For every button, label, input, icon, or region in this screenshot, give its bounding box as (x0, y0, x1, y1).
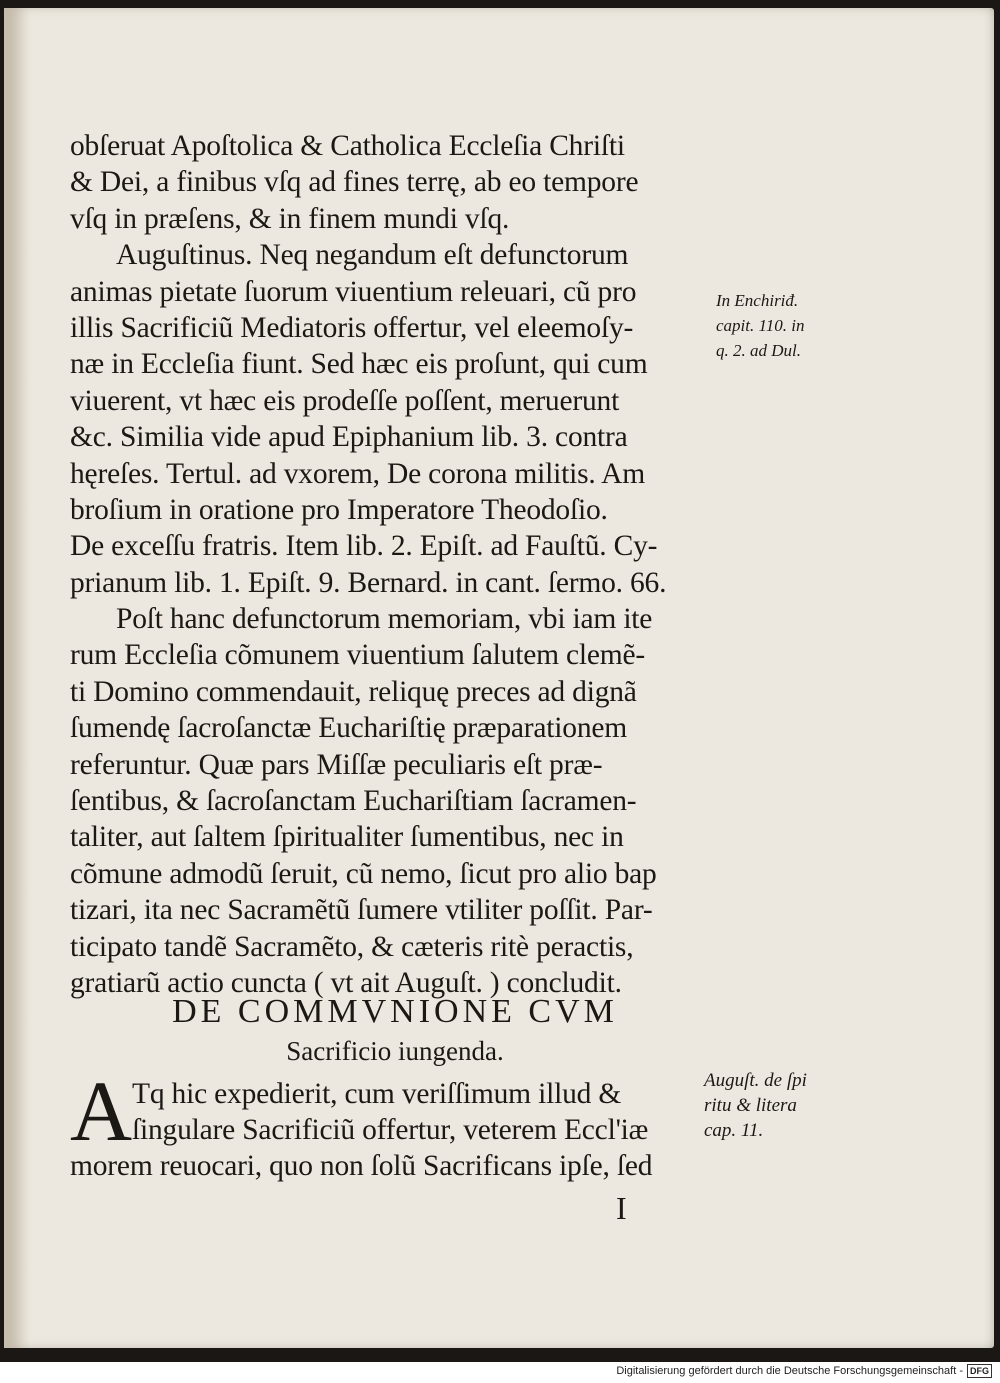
text-line: &c. Similia vide apud Epiphanium lib. 3. contra (70, 421, 628, 454)
text-line: ſumendę ſacroſanctæ Euchariſtię præparationem (70, 712, 628, 745)
text-line: næ in Eccleſia fiunt. Sed hæc eis proſunt, qui cum (70, 348, 648, 381)
main-text-block (70, 128, 720, 1001)
page-gutter-shadow (4, 8, 30, 1348)
margin-note-line: q. 2. ad Dul. (716, 341, 801, 360)
text-line: prianum lib. 1. Epiſt. 9. Bernard. in cant. ſermo. 66. (70, 566, 667, 599)
text-line: taliter, aut ſaltem ſpiritualiter ſumentibus, nec in (70, 821, 624, 854)
section-heading-title: DE COMMVNIONE CVM (172, 993, 618, 1030)
text-line: ſingulare Sacrificiũ offertur, veterem Eccl'iæ (132, 1114, 649, 1146)
section-heading-subtitle: Sacrificio iungenda. (286, 1036, 504, 1066)
text-line: obſeruat Apoſtolica & Catholica Eccleſia Chriſti (70, 130, 625, 162)
margin-note-line: ritu & litera (704, 1095, 797, 1116)
paragraph-with-drop-cap (70, 1063, 720, 1184)
text-line: morem reuocari, quo non ſolũ Sacrificans ipſe, ſed (70, 1150, 653, 1182)
margin-note-enchiridion (716, 288, 804, 363)
text-line: Poſt hanc defunctorum memoriam, vbi iam ite (116, 603, 653, 636)
text-line: viuerent, vt hæc eis prodeſſe poſſent, meruerunt (70, 384, 620, 417)
text-line: Tq hic expedierit, cum veriſſimum illud & (132, 1078, 622, 1110)
margin-note-line: capit. 110. in (716, 316, 805, 335)
section-heading (70, 990, 720, 1068)
margin-note-augustine (704, 1068, 807, 1143)
text-line: ſentibus, & ſacroſanctam Euchariſtiam ſacramen- (70, 785, 637, 818)
text-line: tizari, ita nec Sacramẽtũ ſumere vtiliter poſſit. Par- (70, 894, 653, 927)
text-line: referuntur. Quæ pars Miſſæ peculiaris eſt præ- (70, 748, 603, 781)
digitization-footer (616, 1364, 992, 1378)
footer-credit-text: Digitalisierung gefördert durch die Deutsche Forschungsgemeinschaft - (616, 1365, 963, 1377)
text-line: illis Sacrificiũ Mediatoris offertur, vel eleemoſy- (70, 311, 634, 344)
text-line: ticipato tandẽ Sacramẽto, & cæteris ritè peractis, (70, 930, 634, 963)
text-line: ti Domino commendauit, reliquę preces ad dignã (70, 675, 637, 708)
signature-mark: I (616, 1190, 627, 1226)
margin-note-line: cap. 11. (704, 1120, 764, 1141)
margin-note-line: Auguſt. de ſpi (704, 1070, 807, 1091)
text-line: Auguſtinus. Neq negandum eſt defunctorum (116, 239, 629, 272)
text-line: vſq in præſens, & in finem mundi vſq. (70, 202, 510, 235)
drop-cap-letter: A (70, 1063, 133, 1159)
dfg-logo-icon: DFG (967, 1364, 992, 1378)
text-line: rum Eccleſia cõmunem viuentium ſalutem clemẽ- (70, 639, 646, 672)
text-line: gratiarũ actio cuncta ( vt ait Auguſt. ) concludit. (70, 966, 622, 999)
text-line: cõmune admodũ ſeruit, cũ nemo, ſicut pro alio bap (70, 857, 657, 890)
margin-note-line: In Enchiriđ. (716, 291, 799, 310)
text-line: De exceſſu fratris. Item lib. 2. Epiſt. ad Fauſtũ. Cy- (70, 530, 658, 563)
text-line: animas pietate ſuorum viuentium releuari, cũ pro (70, 275, 637, 308)
text-line: & Dei, a finibus vſq ad fines terrę, ab eo tempore (70, 166, 639, 199)
text-line: broſium in oratione pro Imperatore Theodoſio. (70, 493, 608, 526)
text-line: hęreſes. Tertul. ad vxorem, De corona militis. Am (70, 457, 645, 490)
